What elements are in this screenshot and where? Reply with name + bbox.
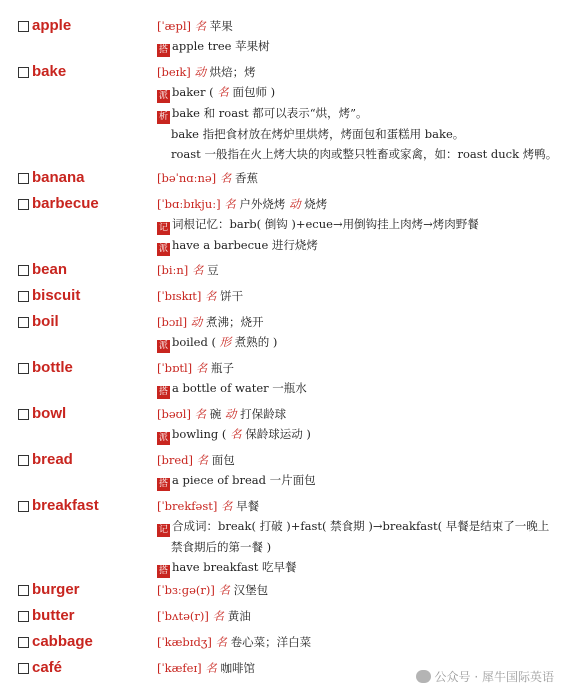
phonetic: [ˈkæfeɪ] (157, 661, 202, 675)
checkbox[interactable] (18, 363, 29, 374)
headword (18, 16, 71, 36)
checkbox[interactable] (18, 611, 29, 622)
definition-text: 早餐 (232, 499, 260, 513)
watermark-text: 公众号 · 犀牛国际英语 (434, 670, 554, 684)
checkbox[interactable] (18, 637, 29, 648)
headword-text: burger (32, 581, 80, 598)
checkbox[interactable] (18, 455, 29, 466)
part-of-speech: 名 (191, 263, 204, 277)
checkbox[interactable] (18, 501, 29, 512)
definition-block (157, 632, 567, 652)
definition-line (157, 260, 567, 280)
phonetic: [ˈæpl] (157, 19, 191, 33)
definition-line (157, 312, 567, 332)
definition-text: 烘焙；烤 (205, 65, 256, 79)
definition-text: 打保龄球 (236, 407, 287, 421)
phonetic: [ˈbɪskɪt] (157, 289, 202, 303)
definition-text: 饼干 (216, 289, 244, 303)
checkbox[interactable] (18, 199, 29, 210)
headword (18, 580, 80, 600)
part-of-speech: 名 (194, 407, 207, 421)
part-of-speech: 名 (194, 19, 207, 33)
definition-line (157, 103, 567, 124)
part-of-speech: 名 (212, 609, 225, 623)
definition-line (157, 378, 567, 399)
headword-text: cabbage (32, 633, 93, 650)
definition-block (157, 404, 567, 445)
phonetic: [ˈbrekfəst] (157, 499, 218, 513)
tag-badge: 搭 (158, 566, 168, 576)
definition-text: 苹果 (206, 19, 233, 33)
headword (18, 312, 59, 332)
headword (18, 606, 75, 626)
checkbox[interactable] (18, 317, 29, 328)
tag-badge: 记 (158, 223, 168, 233)
tag-badge: 记 (158, 525, 168, 535)
part-of-speech: 名 (215, 635, 227, 649)
phonetic: [ˈbɑːbɪkjuː] (157, 197, 221, 211)
checkbox[interactable] (18, 67, 29, 78)
checkbox[interactable] (18, 409, 29, 420)
part-of-speech: 名 (217, 85, 229, 99)
headword (18, 450, 73, 470)
phonetic: [ˈbɜːɡə(r)] (157, 583, 215, 597)
part-of-speech: 名 (205, 661, 217, 675)
definition-text: 汉堡包 (230, 583, 269, 597)
definition-text: 黄油 (224, 609, 251, 623)
headword (18, 658, 62, 678)
part-of-speech: 名 (195, 361, 208, 375)
part-of-speech: 动 (190, 315, 203, 329)
phonetic: [bəˈnɑːnə] (157, 171, 217, 185)
headword-text: barbecue (32, 195, 99, 212)
phonetic: [beɪk] (157, 65, 191, 79)
phonetic: [ˈbɒtl] (157, 361, 193, 375)
headword-text: biscuit (32, 287, 81, 304)
definition-line (157, 36, 567, 57)
tag-badge: 派 (158, 91, 168, 101)
headword (18, 358, 73, 378)
definition-text: boiled ( (172, 335, 220, 349)
headword-text: breakfast (32, 497, 99, 514)
headword-text: butter (32, 607, 75, 624)
definition-block (157, 194, 567, 256)
definition-block (157, 62, 567, 164)
definition-text: 煮熟的 ) (231, 335, 278, 349)
phonetic: [biːn] (157, 263, 189, 277)
definition-text: 碗 (206, 407, 225, 421)
definition-text: 卷心菜；洋白菜 (226, 635, 312, 649)
definition-text: have a barbecue 进行烧烤 (172, 238, 318, 252)
definition-line (157, 358, 567, 378)
tag-badge: 搭 (158, 387, 168, 397)
definition-line (157, 144, 567, 164)
headword (18, 62, 66, 82)
definition-block (157, 16, 567, 57)
definition-line (157, 557, 567, 578)
part-of-speech: 动 (289, 197, 301, 211)
tag-badge: 派 (158, 244, 168, 254)
headword-text: boil (32, 313, 59, 330)
definition-line (157, 332, 567, 353)
definition-text: bowling ( (172, 427, 231, 441)
definition-block (157, 168, 567, 188)
definition-text: 合成词：break( 打破 )+fast( 禁食期 )→breakfast( 早餐是结束了一晚上 (172, 519, 550, 533)
headword (18, 496, 99, 516)
definition-line (157, 194, 567, 214)
headword (18, 404, 66, 424)
checkbox[interactable] (18, 663, 29, 674)
definition-line (157, 537, 567, 557)
headword-text: café (32, 659, 63, 676)
part-of-speech: 名 (224, 197, 236, 211)
definition-text: roast 一般指在火上烤大块的肉或整只牲畜或家禽，如：roast duck 烤鸭。 (171, 147, 558, 161)
definition-line (157, 516, 567, 537)
part-of-speech: 名 (219, 171, 232, 185)
definition-line (157, 470, 567, 491)
definition-line (157, 16, 567, 36)
checkbox[interactable] (18, 265, 29, 276)
definition-block (157, 312, 567, 353)
tag-badge: 派 (158, 341, 168, 351)
part-of-speech: 动 (224, 407, 237, 421)
definition-text: a bottle of water 一瓶水 (172, 381, 307, 395)
definition-text: bake 指把食材放在烤炉里烘烤，烤面包和蛋糕用 bake。 (171, 127, 465, 141)
headword (18, 632, 93, 652)
definition-text: 瓶子 (207, 361, 234, 375)
tag-badge: 搭 (158, 45, 168, 55)
headword-text: bottle (32, 359, 73, 376)
part-of-speech: 形 (219, 335, 232, 349)
headword (18, 260, 67, 280)
definition-text: bake 和 roast 都可以表示“烘，烤”。 (172, 106, 368, 120)
phonetic: [bred] (157, 453, 193, 467)
checkbox[interactable] (18, 21, 29, 32)
definition-line (157, 450, 567, 470)
definition-block (157, 286, 567, 306)
phonetic: [bɔɪl] (157, 315, 188, 329)
definition-text: have breakfast 吃早餐 (172, 560, 297, 574)
part-of-speech: 动 (194, 65, 206, 79)
phonetic: [bəʊl] (157, 407, 191, 421)
checkbox[interactable] (18, 291, 29, 302)
definition-text: 烧烤 (300, 197, 328, 211)
definition-block (157, 580, 567, 600)
headword (18, 286, 80, 306)
headword-text: banana (32, 169, 85, 186)
phonetic: [ˈkæbɪdʒ] (157, 635, 212, 649)
definition-text: baker ( (172, 85, 218, 99)
watermark (416, 668, 554, 685)
definition-line (157, 168, 567, 188)
definition-text: 咖啡馆 (216, 661, 255, 675)
definition-text: 面包师 ) (228, 85, 276, 99)
part-of-speech: 名 (218, 583, 231, 597)
definition-line (157, 496, 567, 516)
definition-line (157, 286, 567, 306)
definition-text: 禁食期后的第一餐 ) (171, 540, 272, 554)
headword-text: apple (32, 17, 72, 34)
tag-badge: 派 (158, 433, 168, 443)
part-of-speech: 名 (230, 427, 242, 441)
definition-text: 面包 (208, 453, 235, 467)
headword (18, 194, 99, 214)
definition-line (157, 82, 567, 103)
checkbox[interactable] (18, 173, 29, 184)
headword-text: bake (32, 63, 67, 80)
definition-text: a piece of bread 一片面包 (172, 473, 316, 487)
definition-text: 词根记忆：barb( 倒钩 )+ecue→用倒钩挂上肉烤→烤肉野餐 (172, 217, 479, 231)
definition-line (157, 214, 567, 235)
tag-badge: 搭 (158, 479, 168, 489)
definition-block (157, 450, 567, 491)
definition-text: 煮沸；烧开 (202, 315, 264, 329)
definition-block (157, 260, 567, 280)
definition-text: 保龄球运动 ) (241, 427, 311, 441)
wechat-icon (416, 670, 431, 683)
part-of-speech: 名 (205, 289, 217, 303)
definition-text: 豆 (203, 263, 219, 277)
headword-text: bowl (32, 405, 67, 422)
definition-block (157, 358, 567, 399)
headword-text: bean (32, 261, 68, 278)
definition-line (157, 632, 567, 652)
definition-text: 香蕉 (231, 171, 258, 185)
definition-line (157, 235, 567, 256)
definition-block (157, 496, 567, 578)
definition-line (157, 124, 567, 144)
definition-line (157, 404, 567, 424)
definition-text: apple tree 苹果树 (172, 39, 270, 53)
definition-line (157, 424, 567, 445)
headword-text: bread (32, 451, 73, 468)
definition-line (157, 580, 567, 600)
part-of-speech: 名 (221, 499, 233, 513)
checkbox[interactable] (18, 585, 29, 596)
definition-text: 户外烧烤 (235, 197, 290, 211)
definition-block (157, 606, 567, 626)
tag-badge: 析 (158, 112, 168, 122)
headword (18, 168, 85, 188)
part-of-speech: 名 (196, 453, 209, 467)
phonetic: [ˈbʌtə(r)] (157, 609, 209, 623)
definition-line (157, 62, 567, 82)
definition-line (157, 606, 567, 626)
